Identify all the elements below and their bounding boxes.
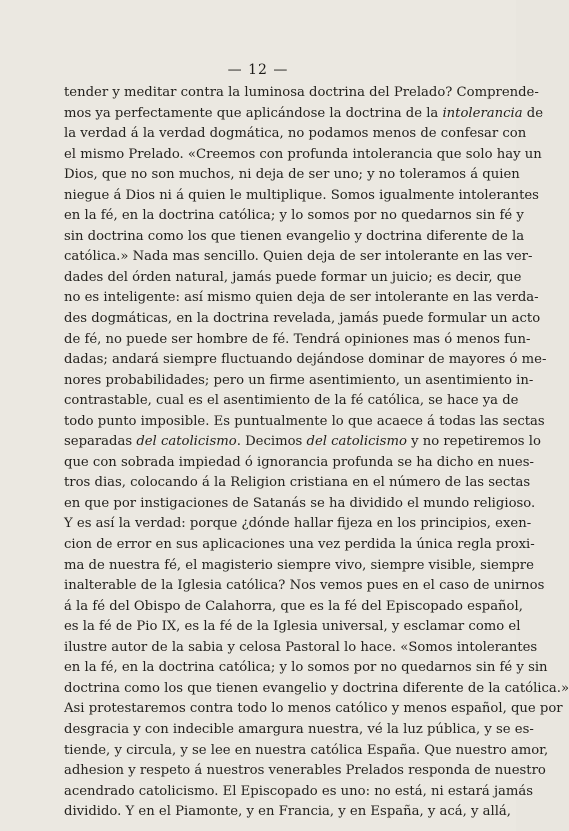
text-line <box>64 412 545 433</box>
text-run: Dios, que no son muchos, ni deja de ser uno; y no toleramos á quien <box>64 167 520 183</box>
text-run: separadas <box>64 434 137 450</box>
text-run: en que por instigaciones de Satanás se ha dividido el mundo religioso. <box>64 495 536 511</box>
text-run: adhesion y respeto á nuestros venerables Prelados responda de nuestro <box>64 763 546 779</box>
text-run: católica.» Nada mas sencillo. Quien deja de ser intolerante en las ver- <box>64 249 533 265</box>
text-line <box>64 802 511 823</box>
text-run: á la fé del Obispo de Calahorra, que es la fé del Episcopado español, <box>64 598 523 614</box>
text-run: . Decimos <box>236 434 307 450</box>
text-line <box>64 227 525 248</box>
text-line <box>64 679 569 700</box>
text-line <box>64 288 539 309</box>
text-line <box>64 535 535 556</box>
text-run: sin doctrina como los que tienen evangelio y doctrina diferente de la <box>64 228 525 244</box>
text-run: contrastable, cual es el asentimiento de la fé católica, se hace ya de <box>64 393 519 409</box>
text-run: es la fé de Pio IX, es la fé de la Iglesia universal, y esclamar como el <box>64 619 521 635</box>
text-run: mos ya perfectamente que aplicándose la doctrina de la <box>64 105 443 121</box>
text-line <box>64 453 534 474</box>
text-line <box>64 206 524 227</box>
text-line <box>64 597 523 618</box>
text-run: cion de error en sus aplicaciones una vez perdida la única regla proxi- <box>64 537 535 553</box>
text-run: no es inteligente: así mismo quien deja de ser intolerante en las verda- <box>64 290 539 306</box>
text-run: ilustre autor de la sabia y celosa Pastoral lo hace. «Somos intolerantes <box>64 639 538 655</box>
text-run: dividido. Y en el Piamonte, y en Francia, y en España, y acá, y allá, <box>64 804 511 820</box>
text-run: el mismo Prelado. «Creemos con profunda intolerancia que solo hay un <box>64 146 542 162</box>
text-run: que con sobrada impiedad ó ignorancia profunda se ha dicho en nues- <box>64 454 534 470</box>
body-text <box>64 83 569 823</box>
text-line <box>64 741 549 762</box>
text-line <box>64 514 532 535</box>
text-line <box>64 247 533 268</box>
text-line <box>64 268 522 289</box>
text-run: inalterable de la Iglesia católica? Nos vemos pues en el caso de unirnos <box>64 578 545 594</box>
text-run: Asi protestaremos contra todo lo menos católico y menos español, que por <box>64 701 563 717</box>
italic-phrase: del catolicismo <box>136 434 237 450</box>
text-line <box>64 432 541 453</box>
italic-phrase: del catolicismo <box>306 434 407 450</box>
text-line <box>64 330 531 351</box>
text-line <box>64 699 563 720</box>
text-run: Y es así la verdad: porque ¿dónde hallar fijeza en los principios, exen- <box>64 516 532 532</box>
text-line <box>64 145 542 166</box>
text-run: dades del órden natural, jamás puede formar un juicio; es decir, que <box>64 269 522 285</box>
text-run: desgracia y con indecible amargura nuestra, vé la luz pública, y se es- <box>64 721 534 737</box>
text-line <box>64 556 534 577</box>
text-run: en la fé, en la doctrina católica; y lo somos por no quedarnos sin fé y <box>64 208 524 224</box>
text-line <box>64 104 544 125</box>
text-run: doctrina como los que tienen evangelio y doctrina diferente de la católica.» <box>64 680 569 696</box>
text-run: y no repetiremos lo <box>406 434 541 450</box>
text-line <box>64 576 545 597</box>
text-run: de <box>522 105 544 121</box>
text-run: ma de nuestra fé, el magisterio siempre vivo, siempre visible, siempre <box>64 557 534 573</box>
text-line <box>64 782 534 803</box>
text-line <box>64 473 531 494</box>
text-run: en la fé, en la doctrina católica; y lo somos por no quedarnos sin fé y sin <box>64 660 548 676</box>
text-line <box>64 371 534 392</box>
text-line <box>64 617 521 638</box>
text-line <box>64 638 538 659</box>
page-number: — 12 — <box>227 62 289 78</box>
text-run: des dogmáticas, en la doctrina revelada, jamás puede formular un acto <box>64 311 541 327</box>
text-run: todo punto imposible. Es puntualmente lo que acaece á todas las sectas <box>64 413 545 429</box>
text-run: dadas; andará siempre fluctuando dejándose dominar de mayores ó me- <box>64 352 547 368</box>
text-line <box>64 720 534 741</box>
text-line <box>64 124 527 145</box>
text-run: tiende, y circula, y se lee en nuestra católica España. Que nuestro amor, <box>64 742 549 758</box>
text-run: nores probabilidades; pero un firme asentimiento, un asentimiento in- <box>64 372 534 388</box>
text-line <box>64 350 547 371</box>
text-line <box>64 165 520 186</box>
text-run: niegue á Dios ni á quien le multiplique. Somos igualmente intolerantes <box>64 187 539 203</box>
text-line <box>64 658 548 679</box>
text-line <box>64 83 539 104</box>
italic-phrase: intolerancia <box>442 105 523 121</box>
text-line <box>64 391 519 412</box>
text-line <box>64 494 536 515</box>
text-line <box>64 309 541 330</box>
text-run: tros dias, colocando á la Religion cristiana en el número de las sectas <box>64 475 531 491</box>
text-line <box>64 186 539 207</box>
text-run: de fé, no puede ser hombre de fé. Tendrá opiniones mas ó menos fun- <box>64 331 531 347</box>
text-run: la verdad á la verdad dogmática, no podamos menos de confesar con <box>64 126 527 142</box>
text-run: acendrado catolicismo. El Episcopado es uno: no está, ni estará jamás <box>64 783 534 799</box>
text-run: tender y meditar contra la luminosa doctrina del Prelado? Comprende- <box>64 85 539 100</box>
text-line <box>64 761 546 782</box>
